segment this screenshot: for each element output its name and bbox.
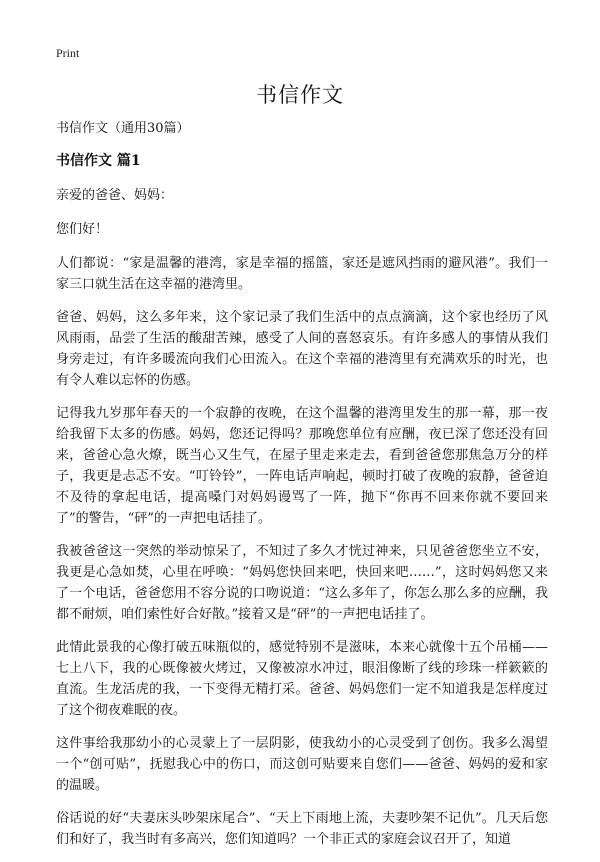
print-link[interactable]: Print (56, 46, 80, 60)
document-body (56, 120, 548, 862)
paragraph: 爸爸、妈妈，这么多年来，这个家记录了我们生活中的点点滴滴，这个家也经历了风风雨雨，品尝了生活的酸甜苦辣，感受了人间的喜怒哀乐。有许多感人的事情从我们身旁走过，有许多暖流向我们心田流入。在这个幸福的港湾里有充满欢乐的时光，也有令人难以忘怀的伤感。 (56, 310, 548, 388)
paragraph: 此情此景我的心像打破五味瓶似的，感觉特别不是滋味，本来心就像十五个吊桶——七上八下，我的心既像被火烤过，又像被凉水冲过，眼泪像断了线的珍珠一样簌簌的直流。生龙活虎的我，一下变得无精打采。爸爸、妈妈您们一定不知道我是怎样度过了这个彻夜难眠的夜。 (56, 640, 548, 718)
paragraph: 我被爸爸这一突然的举动惊呆了，不知过了多久才恍过神来，只见爸爸您坐立不安，我更是心急如焚，心里在呼唤：“妈妈您快回来吧，快回来吧……”，这时妈妈您又来了一个电话，爸爸您用不容分说的口吻说道：“这么多年了，你怎么那么多的应酬，我都不耐烦，咱们索性好合好散。”接着又是“砰”的一声把电话挂了。 (56, 544, 548, 622)
paragraph: 俗话说的好“夫妻床头吵架床尾合”、“天上下雨地上流，夫妻吵架不记仇”。几天后您们和好了，我当时有多高兴，您们知道吗？一个非正式的家庭会议召开了，知道 (56, 811, 548, 847)
paragraph: 这件事给我那幼小的心灵蒙上了一层阴影，使我幼小的心灵受到了创伤。我多么渴望一个“创可贴”，抚慰我心中的伤口，而这创可贴要来自您们——爸爸、妈妈的爱和家的温暖。 (56, 736, 548, 793)
paragraph-greeting: 您们好！ (56, 222, 109, 237)
document-subtitle: 书信作文（通用30篇） (56, 121, 190, 136)
paragraph: 记得我九岁那年春天的一个寂静的夜晚，在这个温馨的港湾里发生的那一幕，那一夜给我留下太多的伤感。妈妈，您还记得吗？那晚您单位有应酬，夜已深了您还没有回来，爸爸心急火燎，既当心又生气，在屋子里走来走去，看到爸爸您那焦急万分的样子，我更是忐忑不安。“叮铃铃”，一阵电话声响起，顿时打破了夜晚的寂静，爸爸迫不及待的拿起电话，提高嗓门对妈妈谩骂了一阵，抛下“你再不回来你就不要回来了”的警告，“砰”的一声把电话挂了。 (56, 406, 548, 526)
page-title: 书信作文 (256, 83, 344, 107)
paragraph: 人们都说：“家是温馨的港湾，家是幸福的摇篮，家还是遮风挡雨的避风港”。我们一家三口就生活在这幸福的港湾里。 (56, 256, 548, 292)
section-heading: 书信作文 篇1 (56, 153, 141, 169)
paragraph-salutation: 亲爱的爸爸、妈妈： (56, 188, 174, 203)
